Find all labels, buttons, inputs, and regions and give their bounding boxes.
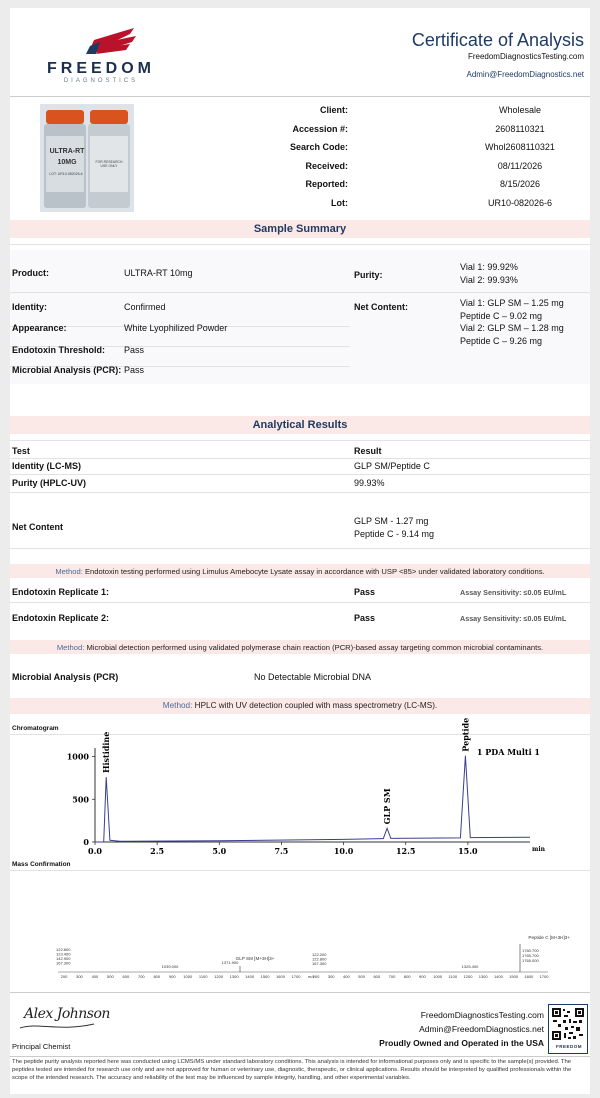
mass-tick-label: 800 [153,974,161,979]
endotoxin-rep1-sensitivity: Assay Sensitivity: ≤0.05 EU/mL [460,588,567,597]
mass-peak-label: 1371.900 [221,960,239,965]
method-label: Method: [56,643,85,652]
chromatogram-label: Chromatogram [12,725,59,732]
divider [10,244,590,245]
mass-tick-label: 900 [419,974,426,979]
brand-logo [30,20,170,86]
net-content-line1: Vial 1: GLP SM – 1.25 mg [460,298,564,308]
hplc-method [10,701,590,710]
mass-peak-label: 123.400 [56,951,71,957]
microbial-pcr-label: Microbial Analysis (PCR) [12,672,119,682]
purity-label: Purity: [354,270,383,280]
endotoxin-rep2-sensitivity: Assay Sensitivity: ≤0.05 EU/mL [460,614,567,623]
mass-tick-label: 1300 [229,974,239,979]
divider [10,734,590,735]
mass-peak-label: 1325.400 [461,964,479,969]
divider [10,1056,590,1057]
info-label: Lot: [331,197,348,208]
mass-peak-label: 122.200 [312,952,327,957]
identity-lcms-label: Identity (LC-MS) [12,461,81,471]
vial-label-line1: ULTRA-RT [49,148,85,155]
vial-side-label: FOR RESEARCH USE ONLY [95,160,123,168]
net-content-label: Net Content: [354,302,408,312]
mass-tick-label: 1100 [198,974,208,979]
mass-peak-label: 1765.700 [522,953,539,958]
mass-tick-label: 800 [403,974,411,979]
net-content-line4: Peptide C – 9.26 mg [460,336,543,346]
brand-name: FREEDOM [47,60,155,77]
mass-tick-label: 200 [312,974,320,979]
vial-label-line2: 10MG [57,159,77,166]
divider [10,458,590,459]
mass-peak-label: 122.800 [312,956,327,962]
mass-tick-label: 1600 [524,974,534,979]
x-tick-label: 2.5 [150,846,165,856]
divider [10,440,590,441]
hplc-method-text: HPLC with UV detection coupled with mass spectrometry (LC-MS). [194,701,438,710]
mass-tick-label: 600 [373,974,381,979]
x-unit-label: min [532,846,545,853]
flag-icon [30,20,170,60]
endotoxin-method-text: Endotoxin testing performed using Limulus Amebocyte Lysate assay in accordance with USP <85> under validated laboratory conditions. [84,567,545,576]
x-tick-label: 0.0 [88,846,102,856]
divider [10,96,590,97]
appearance-value: White Lyophilized Powder [124,323,228,333]
certificate-page [10,8,590,1094]
mass-tick-label: 500 [358,974,365,979]
mass-tick-label: 300 [327,974,335,979]
info-label: Client: [320,105,348,115]
mass-tick-label: 1400 [493,974,503,979]
x-tick-label: 7.5 [274,846,289,856]
mass-tick-label: 700 [388,974,396,979]
vial-label-small: LOT: UR10-082026-6 [49,172,83,176]
microbial-method [10,643,590,652]
mass-tick-label: 400 [91,974,99,979]
y-tick-label: 500 [72,794,89,805]
mass-tick-label: 200 [60,974,68,979]
method-label: Method: [55,567,83,576]
info-label: Search Code: [289,142,348,152]
mass-tick-label: 1600 [276,974,285,979]
purity-vial2: Vial 2: 99.93% [460,275,518,285]
signature-underline [18,1020,98,1032]
mass-tick-label: 1700 [539,974,549,979]
endotoxin-threshold-value: Pass [124,345,145,355]
mass-confirmation-label: Mass Confirmation [12,861,71,868]
divider [10,292,590,293]
x-tick-label: 10.0 [333,846,354,856]
pda-label: 1 PDA Multi 1 [476,747,540,757]
purity-hplc-value: 99.93% [354,478,385,488]
net-content-line3: Vial 2: GLP SM – 1.28 mg [460,323,564,333]
endotoxin-method [10,567,590,576]
vial-photo [40,104,134,212]
divider [10,602,590,603]
principal-chemist: Principal Chemist [12,1042,71,1051]
badge-name: FREEDOM [556,1044,582,1049]
net-content-result-v2: Peptide C - 9.14 mg [354,529,435,539]
endotoxin-rep1-label: Endotoxin Replicate 1: [12,587,110,597]
divider [10,548,590,549]
mass-tick-label: 1500 [260,974,270,979]
qr-code-icon [551,1007,585,1041]
info-value: 08/11/2026 [497,160,543,171]
mass-tick-label: 300 [76,974,83,979]
x-tick-label: 15.0 [458,846,478,856]
chromatogram-trace [95,756,530,842]
info-label: Reported: [305,179,348,189]
mass-tick-label: 1400 [245,974,255,979]
header-email: Admin@FreedomDiagnostics.net [466,70,584,79]
footer-tagline: Proudly Owned and Operated in the USA [379,1038,544,1048]
divider [10,992,590,993]
endotoxin-rep2-value: Pass [354,613,376,623]
mass-tick-label: 1500 [509,974,519,979]
mass-peak-label: 167.300 [56,960,71,966]
mass-spectra [10,872,590,982]
divider [10,492,590,493]
method-label: Method: [162,701,193,710]
mass-tick-label: 1100 [448,974,458,979]
microbial-method-text: Microbial detection performed using validated polymerase chain reaction (PCR)-based assay targeting common microbial contaminants. [86,643,544,652]
divider [10,474,590,475]
peak-label: GLP SM [382,788,393,825]
y-tick-label: 0 [83,837,89,847]
header-website: FreedomDiagnosticsTesting.com [467,52,584,61]
mass-tick-label: 1300 [478,974,488,979]
info-value: Whol2608110321 [485,142,555,152]
peak-label: Histidine [101,731,112,774]
mass-tick-label: 1000 [433,974,443,979]
mass-tick-label: 900 [168,974,176,979]
net-content-result-label: Net Content [12,522,63,532]
purity-vial1: Vial 1: 99.92% [460,262,518,272]
y-tick-label: 1000 [66,751,89,762]
qr-badge [548,1004,588,1054]
info-label: Received: [305,160,348,171]
mass-tick-label: 600 [122,974,130,979]
purity-hplc-label: Purity (HPLC-UV) [12,478,86,488]
sample-summary-title: Sample Summary [253,223,347,235]
info-value: 8/15/2026 [499,179,541,189]
mass-tick-label: 400 [343,974,350,979]
info-label: Accession #: [292,123,348,134]
mass-tick-label: 1000 [183,974,193,979]
endotoxin-threshold-label: Endotoxin Threshold: [12,345,105,355]
test-header: Test [12,446,30,456]
info-value: UR10-082026-6 [487,197,553,208]
footer-website: FreedomDiagnosticsTesting.com [420,1010,544,1020]
page-title: Certificate of Analysis [411,30,584,50]
result-header: Result [354,446,382,456]
microbial-summary-value: Pass [124,365,145,375]
product-value: ULTRA-RT 10mg [124,268,193,278]
net-content-result-v1: GLP SM - 1.27 mg [354,516,429,526]
identity-label: Identity: [12,302,47,312]
identity-lcms-value: GLP SM/Peptide C [354,461,430,471]
appearance-label: Appearance: [12,323,67,333]
microbial-summary-label: Microbial Analysis (PCR): [12,365,122,375]
footer-email: Admin@FreedomDiagnostics.net [419,1024,544,1034]
info-value: 2608110321 [495,123,545,134]
signature: Alex Johnson [24,1006,110,1022]
analytical-results-title: Analytical Results [252,419,348,431]
brand-sub: DIAGNOSTICS [63,78,139,84]
identity-value: Confirmed [124,302,166,312]
net-content-line2: Peptide C – 9.02 mg [460,311,543,321]
disclaimer: The peptide purity analysis reported here was conducted using LCMS/MS under standard laboratory conditions. This analysis is intended for informational purposes only and is specific to the sample(s) provided. The peptides tested are intended for research use only and are not approved for human or veterinary use, diagnostic, therapeutic, or clinical applications. Results should be interpreted by qualified professionals within the scope of the intended research. The accuracy and reliability of the test may be influenced by sample integrity, handling, and other experimental variables. [12,1059,572,1081]
endotoxin-rep2-label: Endotoxin Replicate 2: [12,613,110,623]
mass-peak-label: 1039.000 [161,964,179,969]
mass-tick-label: 1200 [214,974,224,979]
mass-peak-label: 122.800 [56,947,71,952]
x-tick-label: 5.0 [212,846,227,856]
mass-tick-label: 1700 [291,974,301,979]
mass-peak-label: 1760.700 [522,948,539,953]
glp-label: GLP SM [M+3H]3+ [235,956,275,961]
mass-tick-label: 700 [137,974,145,979]
mass-peak-label: 142.900 [56,956,71,961]
x-tick-label: 12.5 [395,846,416,856]
info-value: Wholesale [498,105,542,115]
divider [10,870,590,871]
mass-unit-label: m/z [308,974,315,979]
microbial-pcr-value: No Detectable Microbial DNA [254,672,372,682]
product-label: Product: [12,268,49,278]
endotoxin-rep1-value: Pass [354,587,376,597]
mass-peak-label: 1765.000 [522,958,539,963]
mass-peak-label: 167.300 [312,961,327,966]
mass-tick-label: 500 [107,974,114,979]
mass-tick-label: 1200 [463,974,473,979]
peak-label: Peptide [460,717,471,752]
peptide-label: Peptide C [M+3H]3+ [528,935,570,940]
